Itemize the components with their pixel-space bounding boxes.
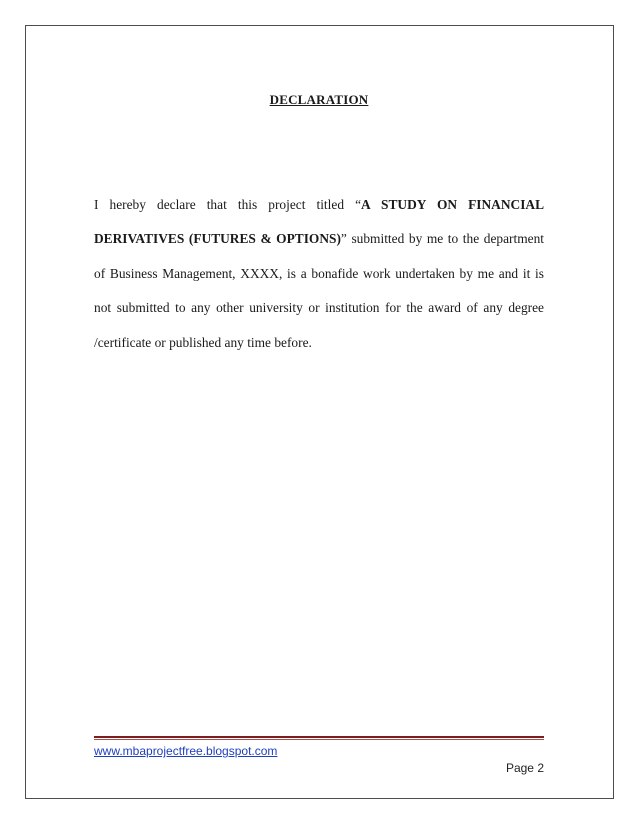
page-number: Page 2 [505, 761, 544, 775]
page-border [25, 25, 614, 799]
paragraph-intro: I hereby declare that this project titled “ [94, 197, 362, 212]
declaration-paragraph [94, 188, 544, 360]
footer-divider [94, 736, 544, 742]
footer-website-link[interactable]: www.mbaprojectfree.blogspot.com [94, 744, 278, 758]
page-title: DECLARATION [269, 92, 369, 107]
project-title: A STUDY ON FINANCIAL DERIVATIVES (FUTURES & OPTIONS) [94, 197, 545, 247]
paragraph-body: ” submitted by me to the department of Business Management, XXXX, is a bonafide work undertaken by me and it is not submitted to any other university or institution for the award of any degree /certificate or published any time before. [94, 231, 544, 350]
